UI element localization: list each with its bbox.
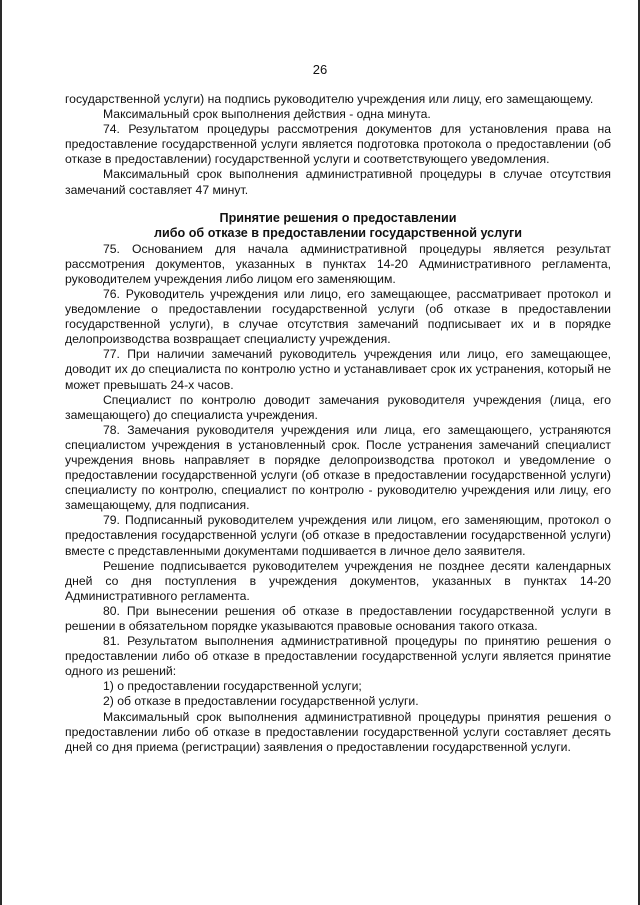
paragraph-80: 80. При вынесении решения об отказе в предоставлении государственной услуги в решении в обязательном порядке указываются правовые основания такого отказа. — [65, 603, 611, 633]
paragraph-final-max-time: Максимальный срок выполнения административной процедуры принятия решения о предоставлении либо об отказе в предоставлении государственной услуги составляет десять дней со дня приема (регистрации) заявления о предоставлении государственной услуги. — [65, 709, 611, 754]
list-item: 1) о предоставлении государственной услуги; — [103, 679, 362, 694]
paragraph-79-decision: Решение подписывается руководителем учреждения не позднее десяти календарных дней со дня поступления в учреждения документов, указанных в пунктах 14-20 Административного регламента. — [65, 558, 611, 603]
paragraph-81: 81. Результатом выполнения административной процедуры по принятию решения о предоставлении либо об отказе в предоставлении государственной услуги является принятие одного из решений: — [65, 634, 611, 679]
paragraph-77-specialist: Специалист по контролю доводит замечания руководителя учреждения (лица, его замещающего) до специалиста учреждения. — [65, 392, 611, 422]
section-heading — [65, 211, 611, 242]
list-item: 2) об отказе в предоставлении государственной услуги. — [103, 694, 419, 709]
paragraph-79: 79. Подписанный руководителем учреждения или лицом, его заменяющим, протокол о предоставления государственной услуги (об отказе в предоставлении государственной услуги) вместе с представленными документами подшивается в личное дело заявителя. — [65, 513, 611, 558]
paragraph-max-time-action: Максимальный срок выполнения действия - одна минута. — [103, 107, 431, 122]
paragraph-77: 77. При наличии замечаний руководитель учреждения или лицо, его замещающее, доводит их до специалиста по контролю устно и устанавливает срок их устранения, который не может превышать 24-х часов. — [65, 347, 611, 392]
document-body — [65, 92, 611, 755]
section-heading-line-1: Принятие решения о предоставлении — [219, 210, 457, 225]
paragraph-75: 75. Основанием для начала административной процедуры является результат рассмотрения документов, указанных в пунктах 14-20 Административного регламента, руководителем учреждения либо лицом его заменяющим. — [65, 241, 611, 286]
section-heading-line-2: либо об отказе в предоставлении государственной услуги — [154, 226, 522, 241]
paragraph-continuation: государственной услуги) на подпись руководителю учреждения или лицу, его замещающему. — [65, 92, 594, 106]
paragraph-76: 76. Руководитель учреждения или лицо, его замещающее, рассматривает протокол и уведомление о предоставлении государственной услуги (об отказе в предоставлении государственной услуги), в случае отсутствия замечаний подписывает их и в порядке делопроизводства возвращает специалисту учреждения. — [65, 286, 611, 347]
paragraph-78: 78. Замечания руководителя учреждения или лица, его замещающего, устраняются специалистом учреждения в установленный срок. После устранения замечаний специалист учреждения вновь направляет в порядке делопроизводства протокол и уведомление о предоставлении государственной услуги (об отказе в предоставлении государственной услуги) специалисту по контролю, специалист по контролю - руководителю учреждения или лицу, его замещающему, для подписания. — [65, 422, 611, 513]
paragraph-max-time-procedure: Максимальный срок выполнения административной процедуры в случае отсутствия замечаний составляет 47 минут. — [65, 167, 611, 197]
paragraph-74: 74. Результатом процедуры рассмотрения документов для установления права на предоставление государственной услуги является подготовка протокола о предоставлении (об отказе в предоставлении) государственной услуги и соответствующего уведомления. — [65, 122, 611, 167]
page-number: 26 — [312, 62, 328, 77]
